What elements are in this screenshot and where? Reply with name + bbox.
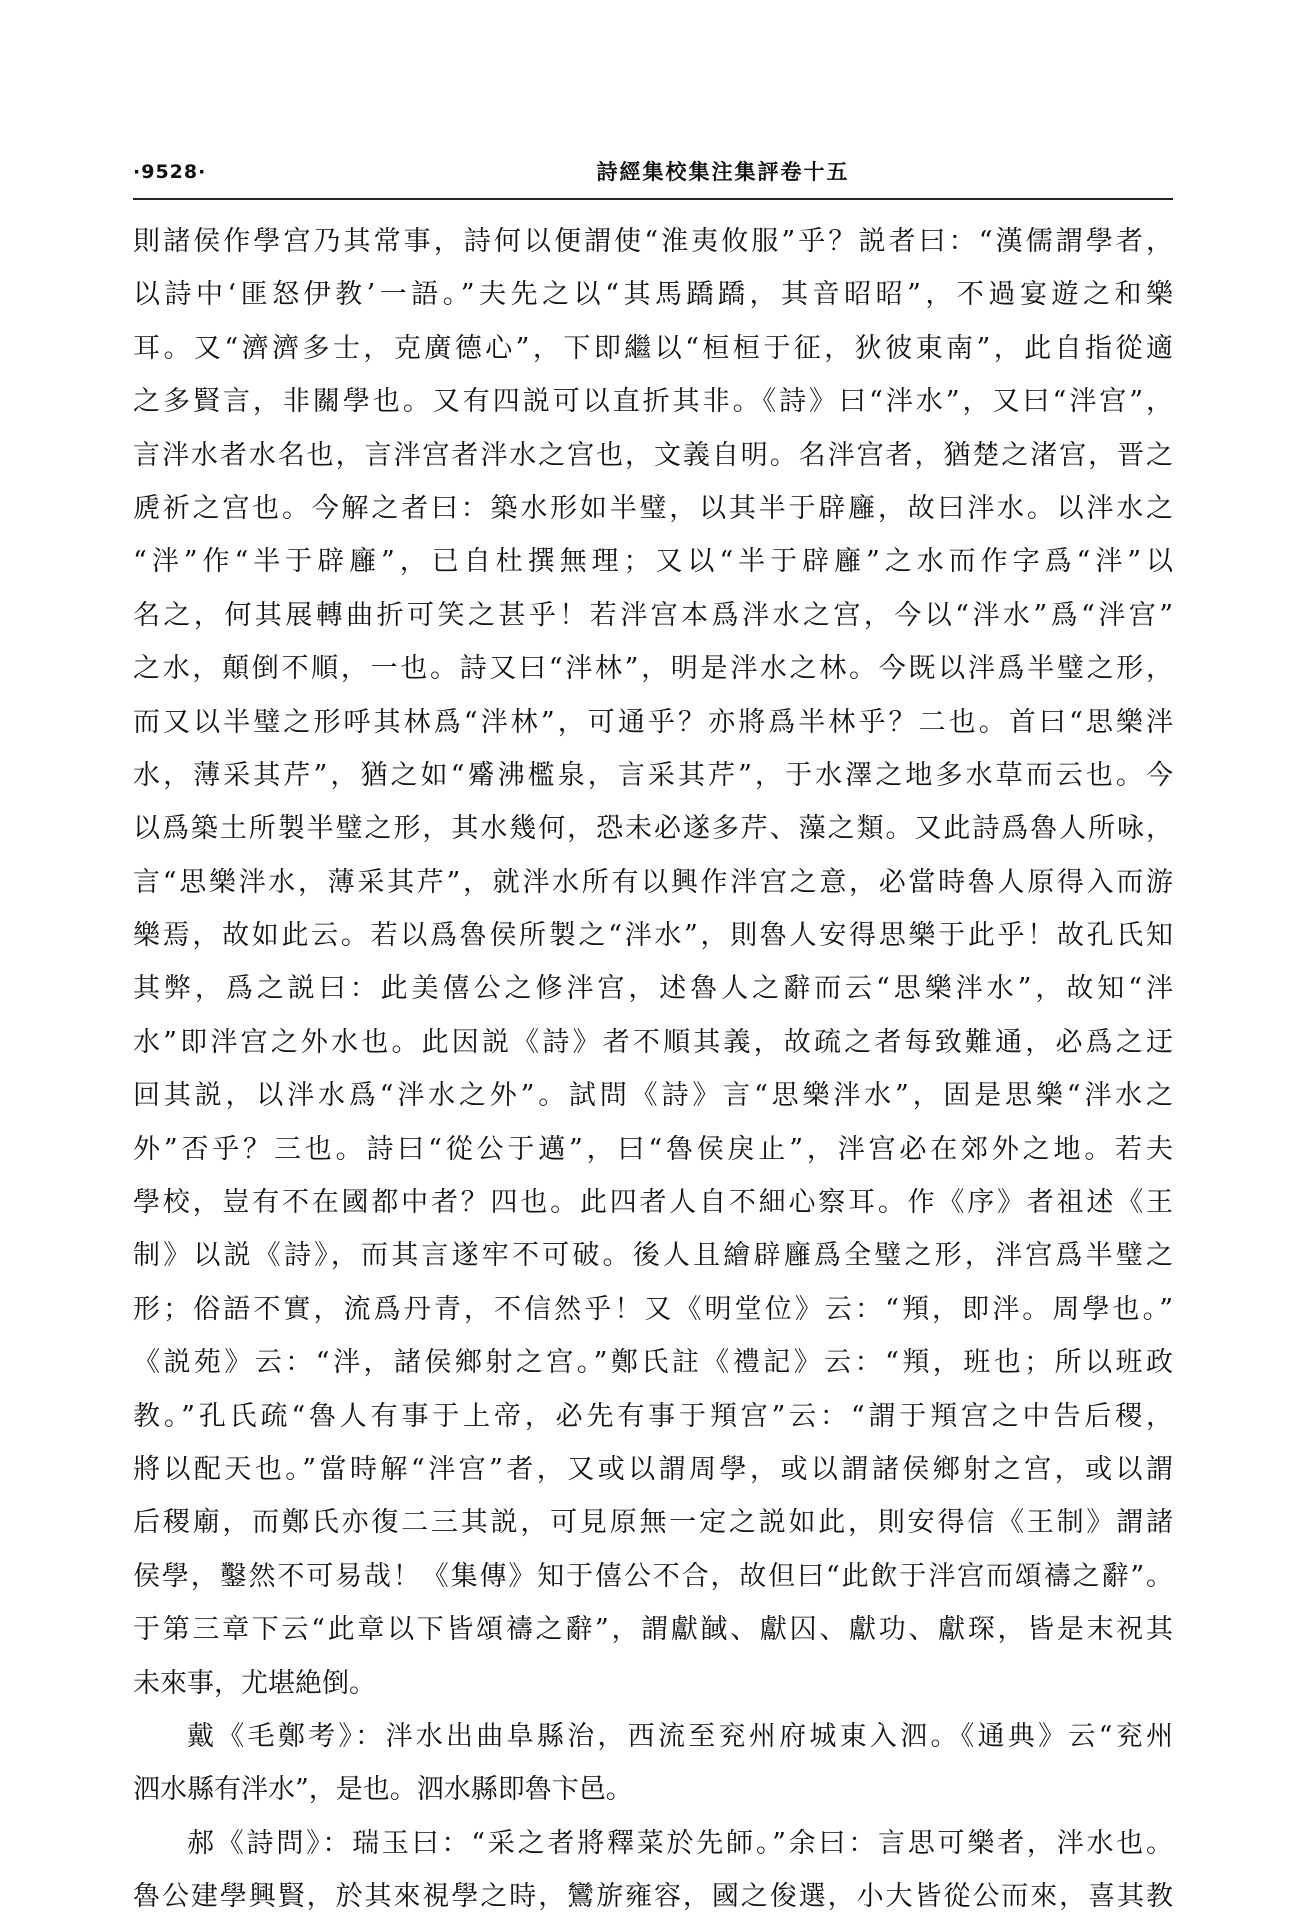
- text-line: 虒祈之宫也。今解之者曰：築水形如半璧，以其半于辟廱，故曰泮水。以泮水之: [133, 492, 1173, 524]
- text-line: 教。”孔氏疏“魯人有事于上帝，必先有事于頖宫”云：“謂于頖宫之中告后稷，: [133, 1400, 1173, 1432]
- page-number: ·9528·: [133, 161, 207, 183]
- text-line: 耳。又“濟濟多士，克廣德心”，下即繼以“桓桓于征，狄彼東南”，此自指從適: [133, 332, 1173, 364]
- text-line: 之多賢言，非關學也。又有四説可以直折其非。《詩》曰“泮水”，又曰“泮宫”，: [133, 386, 1173, 418]
- body-text: [133, 215, 1173, 1924]
- text-line: 《説苑》云：“泮，諸侯鄉射之宫。”鄭氏註《禮記》云：“頖，班也；所以班政: [133, 1347, 1173, 1379]
- text-line: 以詩中‘匪怒伊教’一語。”夫先之以“其馬蹻蹻，其音昭昭”，不過宴遊之和樂: [133, 279, 1173, 311]
- text-line: 言泮水者水名也，言泮宫者泮水之宫也，文義自明。名泮宫者，猶楚之渚宫，晋之: [133, 439, 1173, 471]
- text-line: 水”即泮宫之外水也。此因説《詩》者不順其義，故疏之者每致難通，必爲之迂: [133, 1026, 1173, 1058]
- text-line: 學校，豈有不在國都中者？四也。此四者人自不細心察耳。作《序》者祖述《王: [133, 1187, 1173, 1219]
- text-line: 回其説，以泮水爲“泮水之外”。試問《詩》言“思樂泮水”，固是思樂“泮水之: [133, 1080, 1173, 1112]
- text-line: 言“思樂泮水，薄采其芹”，就泮水所有以興作泮宫之意，必當時魯人原得入而游: [133, 866, 1173, 898]
- text-line: 將以配天也。”當時解“泮宫”者，又或以謂周學，或以謂諸侯鄉射之宫，或以謂: [133, 1453, 1173, 1485]
- text-line: 樂焉，故如此云。若以爲魯侯所製之“泮水”，則魯人安得思樂于此乎！故孔氏知: [133, 920, 1173, 952]
- text-line: 其弊，爲之説曰：此美僖公之修泮宫，述魯人之辭而云“思樂泮水”，故知“泮: [133, 973, 1173, 1005]
- text-line: 后稷廟，而鄭氏亦復二三其説，可見原無一定之説如此，則安得信《王制》謂諸: [133, 1507, 1173, 1539]
- page-header: [133, 152, 1173, 192]
- text-line: 戴《毛鄭考》：泮水出曲阜縣治，西流至兖州府城東入泗。《通典》云“兖州: [187, 1720, 1173, 1752]
- text-line: 水，薄采其芹”，猶之如“觱沸檻泉，言采其芹”，于水澤之地多水草而云也。今: [133, 759, 1173, 791]
- text-line: 侯學，鑿然不可易哉！《集傳》知于僖公不合，故但曰“此飲于泮宫而頌禱之辭”。: [133, 1560, 1173, 1592]
- text-line: “泮”作“半于辟廱”，已自杜撰無理；又以“半于辟廱”之水而作字爲“泮”以: [133, 546, 1173, 578]
- text-line: 于第三章下云“此章以下皆頌禱之辭”，謂獻馘、獻囚、獻功、獻琛，皆是末祝其: [133, 1614, 1173, 1646]
- text-line: 則諸侯作學宫乃其常事，詩何以便謂使“淮夷攸服”乎？説者曰：“漢儒謂學者，: [133, 226, 1173, 257]
- header-rule: [133, 198, 1173, 200]
- text-line: 外”否乎？三也。詩曰“從公于邁”，曰“魯侯戾止”，泮宫必在郊外之地。若夫: [133, 1133, 1173, 1165]
- text-line: 而又以半璧之形呼其林爲“泮林”，可通乎？亦將爲半林乎？二也。首曰“思樂泮: [133, 706, 1173, 738]
- text-line: 形；俗語不實，流爲丹青，不信然乎！又《明堂位》云：“頖，即泮。周學也。”: [133, 1293, 1173, 1325]
- running-title: 詩經集校集注集評卷十五: [596, 159, 850, 184]
- text-line: 以爲築土所製半璧之形，其水幾何，恐未必遂多芹、藻之類。又此詩爲魯人所咏，: [133, 813, 1173, 845]
- text-line: 名之，何其展轉曲折可笑之甚乎！若泮宫本爲泮水之宫，今以“泮水”爲“泮宫”: [133, 599, 1173, 631]
- text-line: 泗水縣有泮水”，是也。泗水縣即魯卞邑。: [133, 1774, 633, 1806]
- text-line: 郝《詩問》：瑞玉曰：“采之者將釋菜於先師。”余曰：言思可樂者，泮水也。: [187, 1827, 1173, 1859]
- text-line: 未來事，尤堪絶倒。: [133, 1667, 376, 1699]
- text-line: 之水，顛倒不順，一也。詩又曰“泮林”，明是泮水之林。今既以泮爲半璧之形，: [133, 653, 1173, 685]
- text-line: 制》以説《詩》，而其言遂牢不可破。後人且繪辟廱爲全璧之形，泮宫爲半璧之: [133, 1240, 1173, 1272]
- text-line: 魯公建學興賢，於其來視學之時，鸞旂雍容，國之俊選，小大皆從公而來，喜其教: [133, 1881, 1173, 1913]
